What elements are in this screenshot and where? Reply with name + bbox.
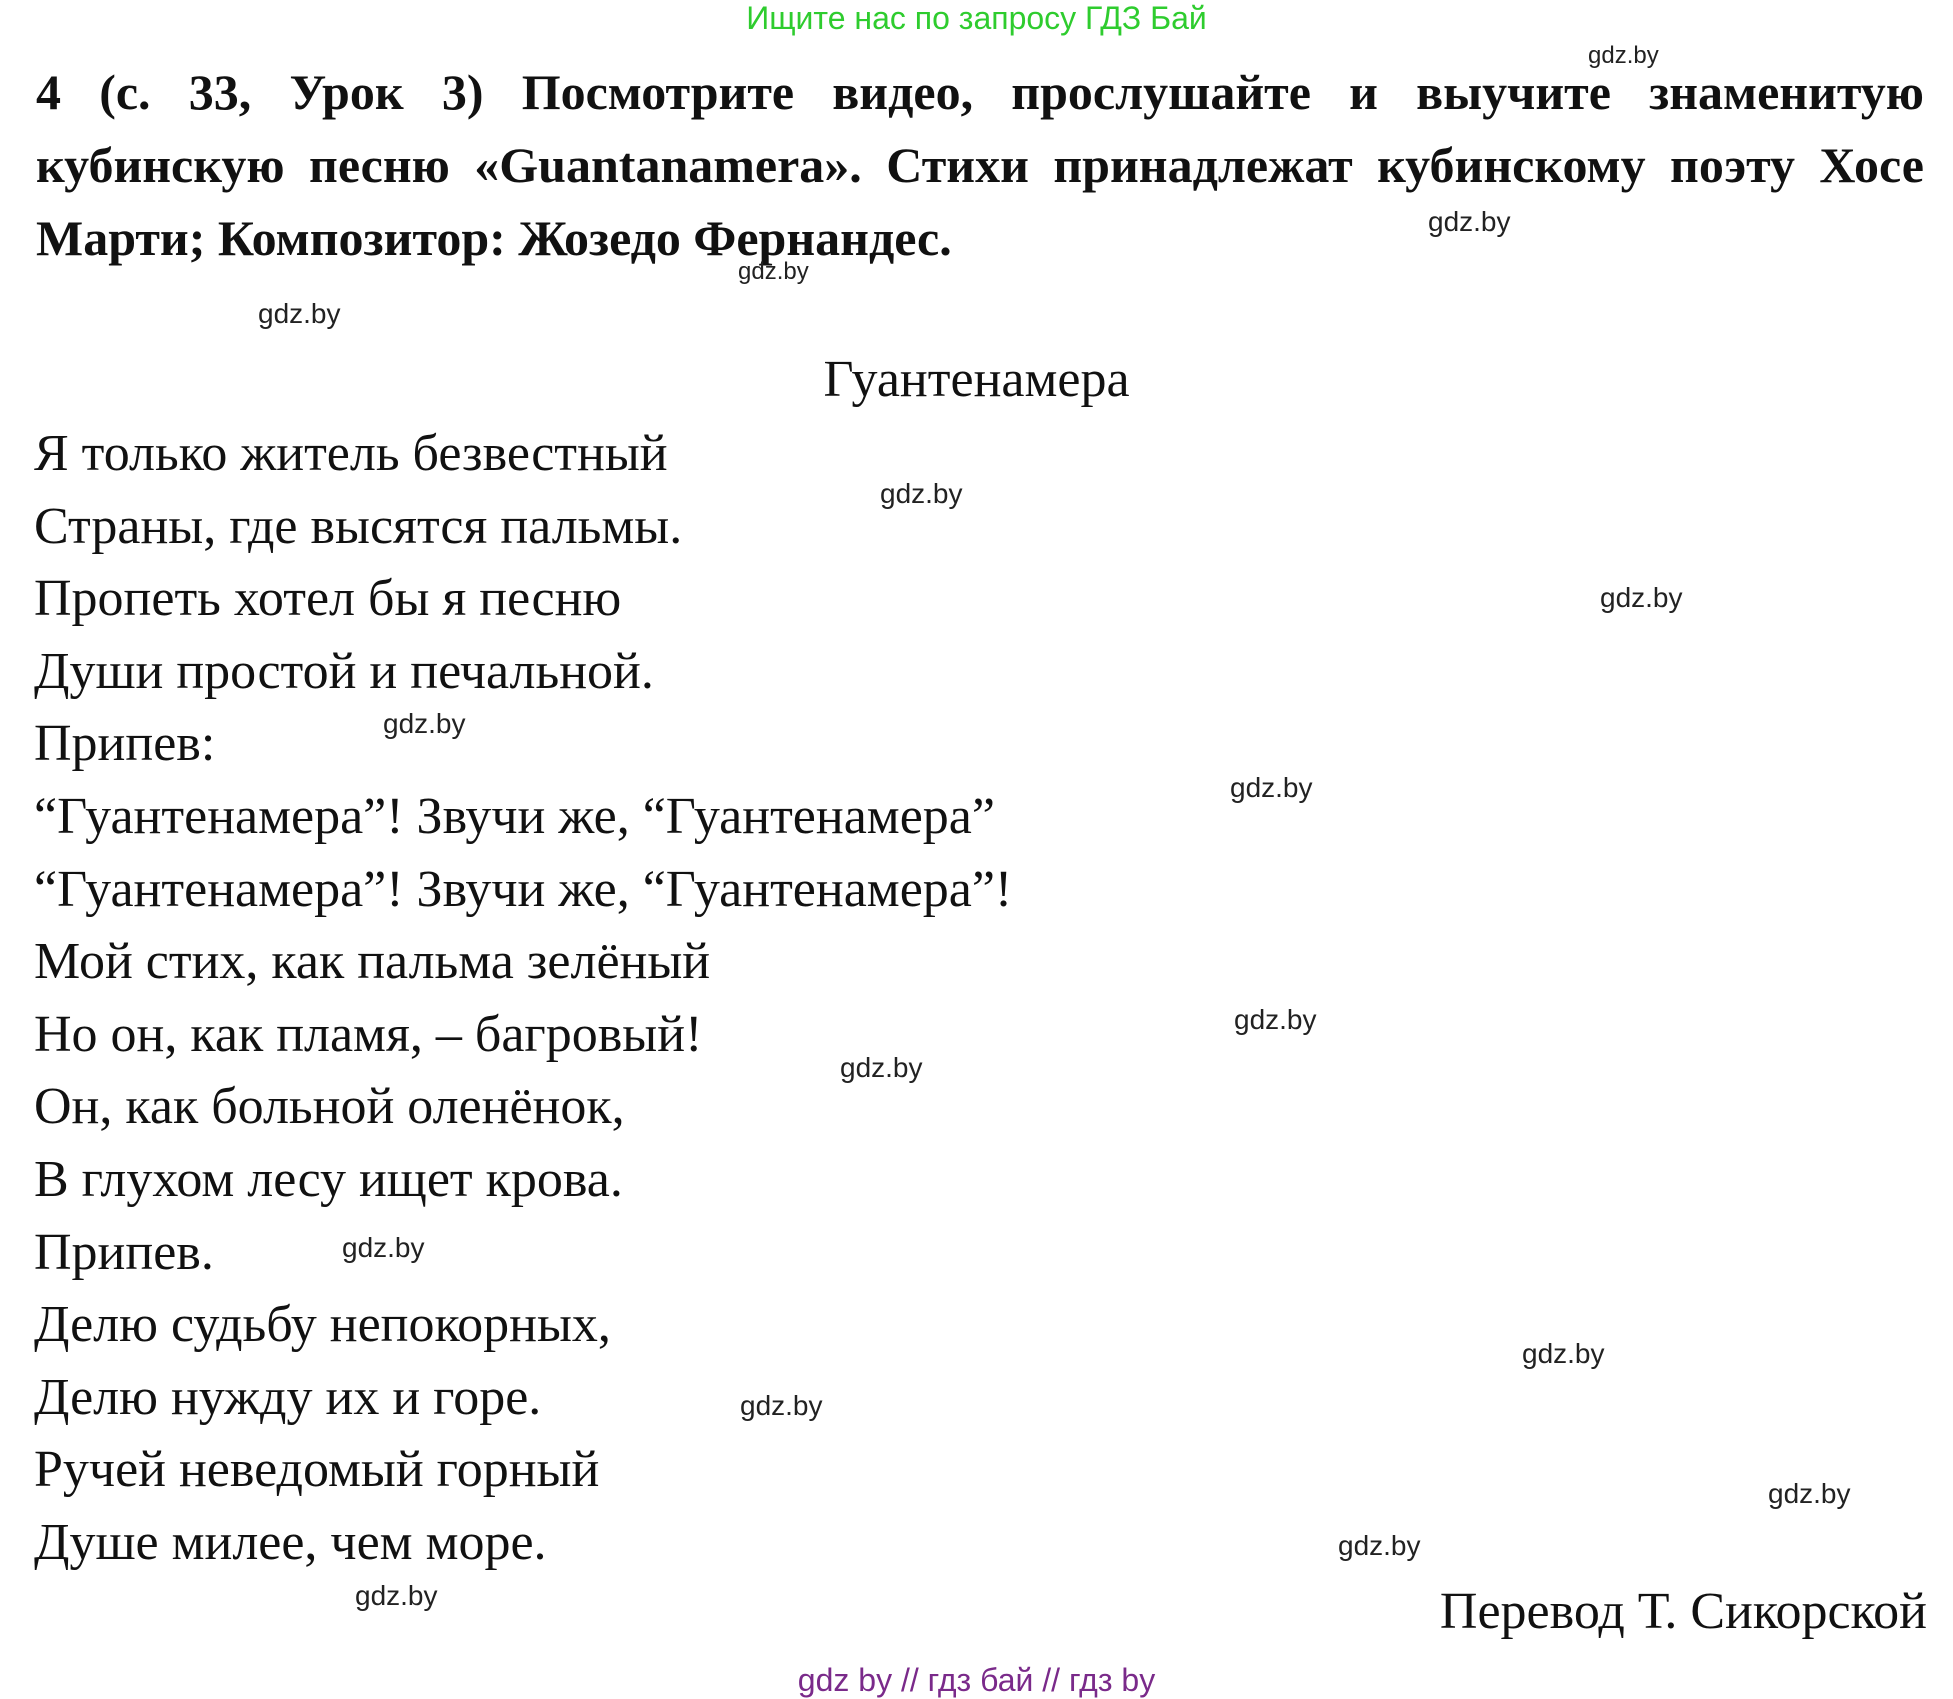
- lyric-line: Ручей неведомый горный: [34, 1441, 600, 1499]
- lyric-line: Припев:: [34, 715, 216, 773]
- task-text: 4 (с. 33, Урок 3) Посмотрите видео, прослушайте и выучите знаменитую кубинскую песню «Guantanamera». Стихи принадлежат кубинскому поэту Хосе Марти; Композитор: Жозедо Фернандес.: [36, 64, 1924, 266]
- lyric-line: Он, как больной оленёнок,: [34, 1078, 625, 1136]
- watermark: gdz.by: [1768, 1478, 1851, 1509]
- watermark: gdz.by: [738, 258, 809, 285]
- lyric-line: Пропеть хотел бы я песню: [34, 570, 622, 628]
- lyric-line: Страны, где высятся пальмы.: [34, 497, 683, 555]
- lyric-line: “Гуантенамера”! Звучи же, “Гуантенамера”: [34, 787, 995, 845]
- lyric-line: Припев.: [34, 1223, 214, 1281]
- lyric-line: Делю нужду их и горе.: [34, 1368, 542, 1426]
- lyric-line: “Гуантенамера”! Звучи же, “Гуантенамера”!: [34, 860, 1013, 918]
- watermark: gdz.by: [1428, 206, 1511, 237]
- watermark: gdz.by: [740, 1390, 823, 1421]
- translator-credit: Перевод Т. Сикорской: [1439, 1583, 1927, 1640]
- watermark: gdz.by: [1588, 42, 1659, 69]
- lyric-line: Но он, как пламя, – багровый!: [34, 1005, 703, 1063]
- watermark: gdz.by: [1230, 772, 1313, 803]
- lyric-line: Мой стих, как пальма зелёный: [34, 933, 711, 991]
- watermark: gdz.by: [383, 708, 466, 739]
- watermark: gdz.by: [880, 478, 963, 509]
- lyric-line: Делю судьбу непокорных,: [34, 1296, 611, 1354]
- lyric-line: В глухом лесу ищет крова.: [34, 1150, 623, 1208]
- lyric-line: Я только житель безвестный: [34, 425, 668, 482]
- lyric-line: Душе милее, чем море.: [34, 1513, 547, 1571]
- watermark: gdz.by: [342, 1232, 425, 1263]
- song-title: Гуантенамера: [823, 351, 1130, 408]
- watermark: gdz.by: [355, 1580, 438, 1611]
- watermark: gdz.by: [1234, 1004, 1317, 1035]
- footer-links[interactable]: gdz by // гдз бай // гдз by: [797, 1662, 1156, 1698]
- watermark: gdz.by: [1522, 1338, 1605, 1369]
- promo-banner[interactable]: Ищите нас по запросу ГДЗ Бай: [746, 0, 1207, 36]
- song-lyrics: [34, 418, 1012, 1580]
- watermark: gdz.by: [1338, 1530, 1421, 1561]
- watermark: gdz.by: [840, 1052, 923, 1083]
- watermark: gdz.by: [258, 298, 341, 329]
- lyric-line: Души простой и печальной.: [34, 642, 654, 700]
- watermark: gdz.by: [1600, 582, 1683, 613]
